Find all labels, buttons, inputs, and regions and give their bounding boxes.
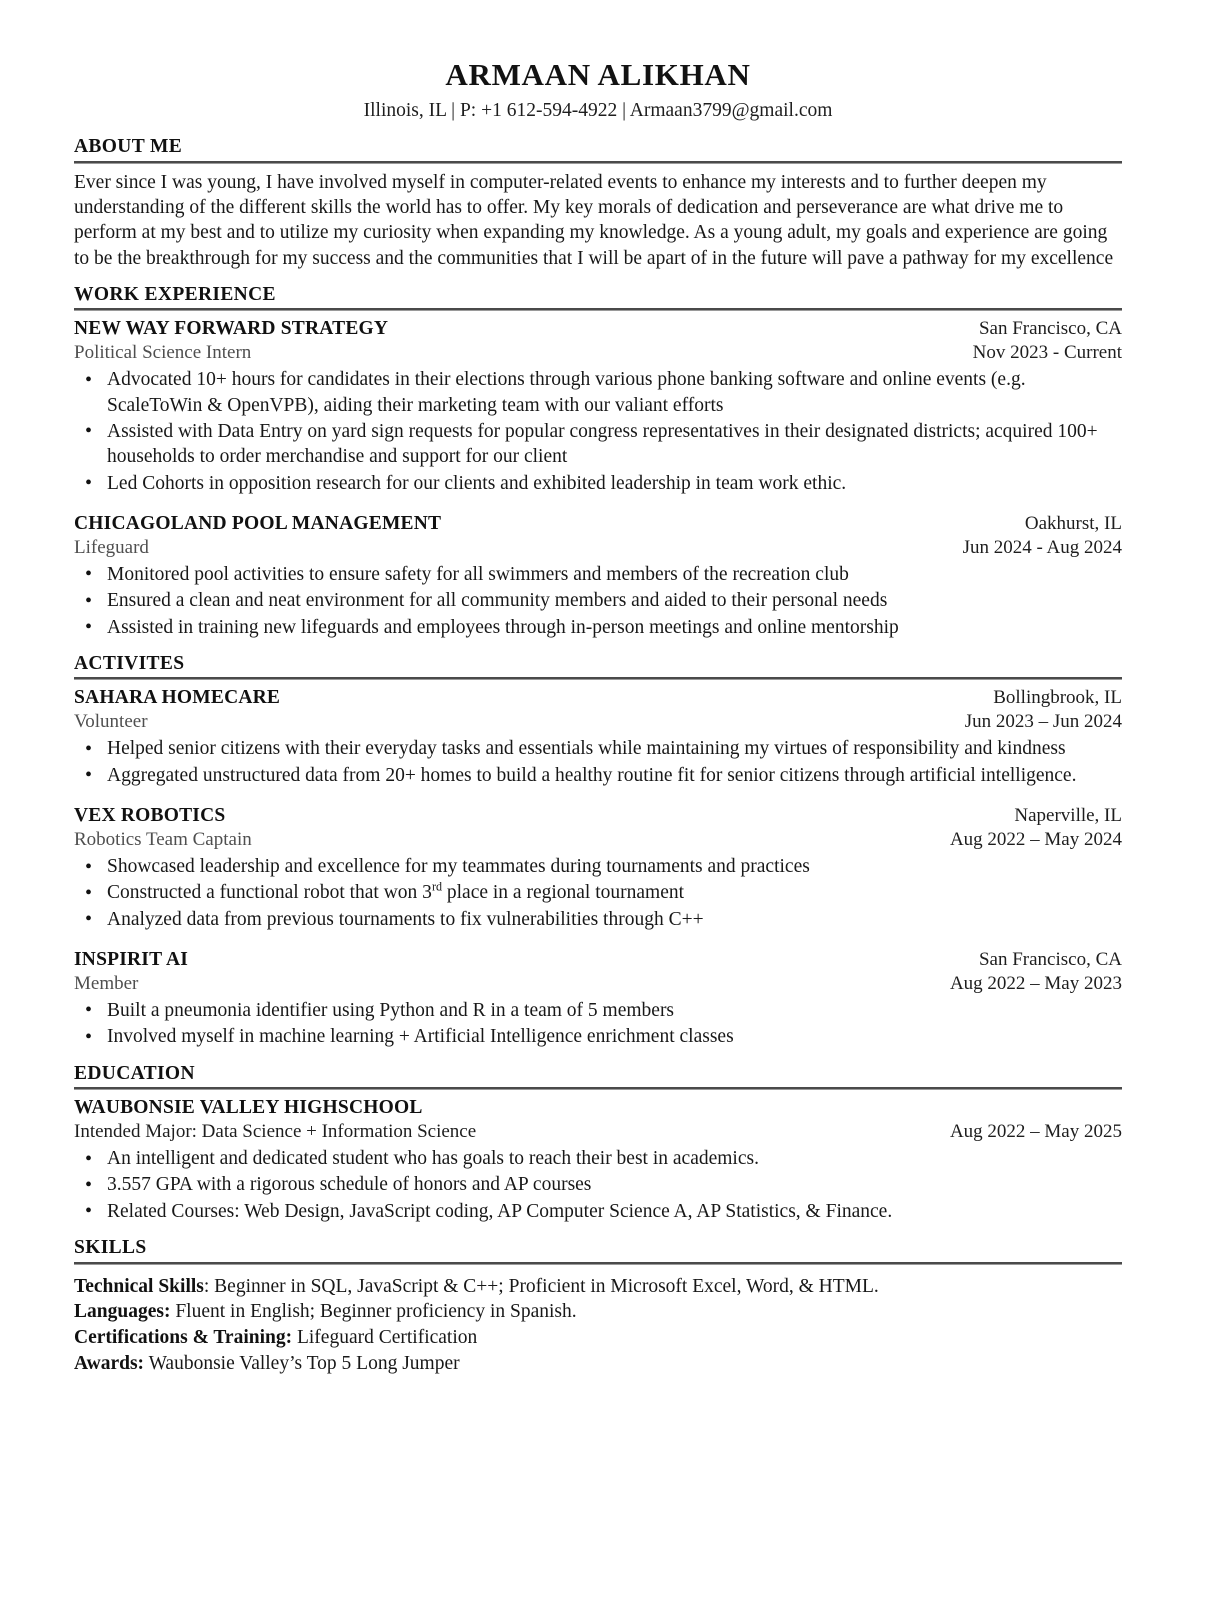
section-title-about-me: ABOUT ME [74, 136, 183, 158]
entry-bullet: • Involved myself in machine learning + Artificial Intelligence enrichment classes [74, 1024, 1122, 1049]
entry-dates: Jun 2024 - Aug 2024 [962, 536, 1122, 558]
about-me-text: Ever since I was young, I have involved myself in computer-related events to enhance my interests and to further deepen my understanding of the different skills the world has to offer. My key morals of dedication and perseverance are what drive me to perform at my best and to utilize my curiosity when expanding my knowledge. As a young adult, my goals and experience are going to be the breakthrough for my success and the communities that I will be apart of in the future will pave a pathway for my excellence [74, 171, 1114, 269]
resume-entry [74, 317, 1122, 496]
entry-location: Bollingbrook, IL [993, 687, 1122, 709]
entry-bullet-list [74, 998, 1122, 1050]
entry-location: Oakhurst, IL [1024, 513, 1122, 534]
entry-role: Robotics Team Captain [74, 828, 252, 850]
section-divider [74, 1087, 1122, 1090]
skill-line [74, 1351, 1122, 1377]
entry-organization: VEX ROBOTICS [74, 805, 226, 827]
entry-bullet: • Related Courses: Web Design, JavaScript coding, AP Computer Science A, AP Statistics, & Finance. [74, 1199, 1122, 1224]
entry-header-row [74, 317, 1122, 341]
skill-value: Beginner in SQL, JavaScript & C++; Proficient in Microsoft Excel, Word, & HTML. [209, 1275, 879, 1297]
entry-dates: Aug 2022 – May 2025 [949, 1120, 1122, 1142]
entry-bullet: • Advocated 10+ hours for candidates in their elections through various phone banking software and online events (e.g. ScaleToWin & OpenVPB), aiding their marketing team with our valiant efforts [74, 367, 1122, 418]
entry-bullet-list [74, 367, 1122, 496]
entry-role: Political Science Intern [74, 342, 252, 364]
candidate-name: ARMAAN ALIKHAN [445, 57, 751, 92]
entry-organization: SAHARA HOMECARE [74, 687, 281, 709]
contact-line: Illinois, IL | P: +1 612-594-4922 | Armaan3799@gmail.com [363, 99, 833, 121]
section-work-experience [74, 284, 1122, 640]
ordinal-superscript: rd [431, 879, 442, 894]
entry-location: Naperville, IL [1014, 805, 1122, 827]
work-entry-list [74, 317, 1122, 640]
entry-dates: Nov 2023 - Current [972, 342, 1122, 364]
section-education [74, 1063, 1122, 1224]
section-about-me [74, 136, 1122, 271]
entry-subheader-row [74, 536, 1122, 559]
skill-value: Lifeguard Certification [292, 1327, 478, 1349]
entry-header-row [74, 686, 1122, 710]
entry-subheader-row [74, 972, 1122, 995]
entry-bullet: • Built a pneumonia identifier using Python and R in a team of 5 members [74, 998, 1122, 1023]
entry-bullet: • Monitored pool activities to ensure safety for all swimmers and members of the recreation club [74, 562, 1122, 587]
entry-bullet: • Ensured a clean and neat environment for all community members and aided to their personal needs [74, 588, 1122, 613]
entry-organization: NEW WAY FORWARD STRATEGY [74, 318, 389, 340]
entry-bullet: • Analyzed data from previous tournaments to fix vulnerabilities through C++ [74, 907, 1122, 932]
section-activities [74, 653, 1122, 1050]
entry-location: San Francisco, CA [978, 949, 1122, 971]
entry-subheader-row [74, 828, 1122, 851]
entry-organization: WAUBONSIE VALLEY HIGHSCHOOL [74, 1097, 423, 1119]
section-divider [74, 161, 1122, 164]
entry-bullet: • Showcased leadership and excellence for my teammates during tournaments and practices [74, 854, 1122, 879]
entry-bullet-list [74, 854, 1122, 932]
entry-header-row [74, 1096, 1122, 1120]
entry-bullet: • Assisted in training new lifeguards and employees through in-person meetings and online mentorship [74, 615, 1122, 640]
resume-entry [74, 512, 1122, 640]
entry-dates: Aug 2022 – May 2024 [949, 828, 1122, 850]
section-title-skills: SKILLS [74, 1237, 147, 1259]
skill-label: Awards: [74, 1353, 145, 1375]
resume-entry [74, 948, 1122, 1050]
entry-bullet: • Led Cohorts in opposition research for our clients and exhibited leadership in team work ethic. [74, 471, 1122, 496]
education-entry-list [74, 1096, 1122, 1224]
entry-role: Member [74, 972, 139, 994]
entry-subheader-row [74, 1120, 1122, 1143]
entry-bullet: • Assisted with Data Entry on yard sign requests for popular congress representatives in their designated districts; acquired 100+ households to order merchandise and support for our client [74, 419, 1122, 470]
entry-subheader-row [74, 710, 1122, 733]
entry-bullet: • Constructed a functional robot that won 3rd place in a regional tournament [74, 880, 1122, 905]
entry-dates: Jun 2023 – Jun 2024 [964, 711, 1122, 733]
skill-separator: : [203, 1275, 210, 1297]
entry-organization: INSPIRIT AI [74, 949, 189, 971]
entry-bullet: • 3.557 GPA with a rigorous schedule of honors and AP courses [74, 1172, 1122, 1197]
resume-entry [74, 686, 1122, 788]
skill-label: Technical Skills [74, 1275, 204, 1297]
section-divider [74, 677, 1122, 680]
entry-header-row [74, 948, 1122, 972]
entry-role: Volunteer [74, 711, 148, 733]
entry-header-row [74, 804, 1122, 828]
section-title-work-experience: WORK EXPERIENCE [74, 283, 276, 305]
skill-label: Languages: [74, 1301, 171, 1323]
entry-location: San Francisco, CA [978, 318, 1122, 340]
entry-subheader-row [74, 341, 1122, 364]
entry-role: Intended Major: Data Science + Information Science [74, 1120, 477, 1142]
skill-label: Certifications & Training: [74, 1327, 293, 1349]
entry-bullet: • Aggregated unstructured data from 20+ homes to build a healthy routine fit for senior citizens through artificial intelligence. [74, 763, 1122, 788]
section-title-education: EDUCATION [74, 1062, 195, 1084]
resume-entry [74, 804, 1122, 932]
entry-bullet-list [74, 736, 1122, 788]
section-divider [74, 1262, 1122, 1265]
entry-bullet: • Helped senior citizens with their everyday tasks and essentials while maintaining my virtues of responsibility and kindness [74, 736, 1122, 761]
skill-line [74, 1274, 1122, 1300]
section-title-activities: ACTIVITES [74, 652, 185, 674]
activities-entry-list [74, 686, 1122, 1049]
skills-list [74, 1274, 1122, 1378]
entry-role: Lifeguard [74, 536, 149, 558]
skill-line [74, 1299, 1122, 1325]
section-divider [74, 308, 1122, 311]
entry-bullet: • An intelligent and dedicated student who has goals to reach their best in academics. [74, 1146, 1122, 1171]
entry-dates: Aug 2022 – May 2023 [949, 972, 1122, 994]
skill-line [74, 1325, 1122, 1351]
skill-value: Fluent in English; Beginner proficiency in Spanish. [170, 1301, 577, 1323]
entry-organization: CHICAGOLAND POOL MANAGEMENT [74, 513, 442, 534]
entry-header-row [74, 512, 1122, 536]
skill-value: Waubonsie Valley’s Top 5 Long Jumper [144, 1353, 460, 1375]
section-skills [74, 1237, 1122, 1377]
entry-bullet-list [74, 1146, 1122, 1224]
resume-header [74, 58, 1122, 122]
entry-bullet-list [74, 562, 1122, 640]
resume-entry [74, 1096, 1122, 1224]
